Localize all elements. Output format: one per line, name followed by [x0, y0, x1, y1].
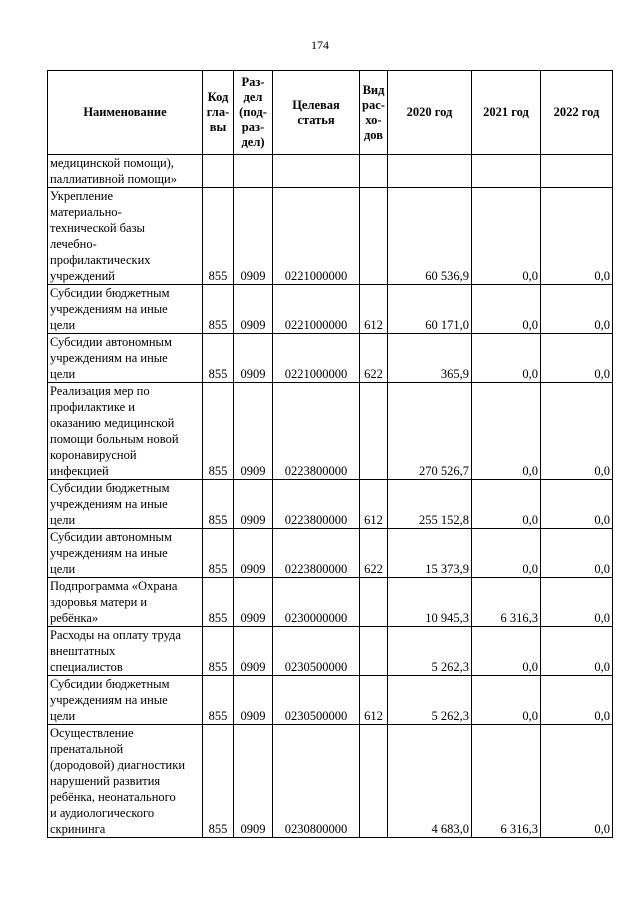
cell-section: 0909: [234, 676, 273, 725]
cell-name: Расходы на оплату труда внештатных специалистов: [48, 627, 203, 676]
table-row: [48, 627, 613, 676]
cell-year-2020: 60 171,0: [388, 285, 472, 334]
cell-name: Подпрограмма «Охрана здоровья матери и ребёнка»: [48, 578, 203, 627]
cell-chapter-code: 855: [203, 188, 234, 285]
cell-section: 0909: [234, 480, 273, 529]
cell-expense-type: 612: [360, 480, 388, 529]
cell-year-2022: 0,0: [541, 480, 613, 529]
table-row: [48, 334, 613, 383]
cell-year-2021: 0,0: [472, 383, 541, 480]
cell-year-2021: 6 316,3: [472, 578, 541, 627]
cell-name: Субсидии бюджетным учреждениям на иные цели: [48, 676, 203, 725]
cell-expense-type: 612: [360, 676, 388, 725]
cell-year-2020: 365,9: [388, 334, 472, 383]
cell-section: 0909: [234, 383, 273, 480]
table-row: [48, 155, 613, 188]
cell-expense-type: [360, 188, 388, 285]
cell-name: Укрепление материально- технической базы лечебно- профилактических учреждений: [48, 188, 203, 285]
cell-expense-type: [360, 627, 388, 676]
header-chapter-code: Код гла- вы: [203, 71, 234, 155]
cell-target-article: 0221000000: [273, 334, 360, 383]
header-section: Раз- дел (под- раз- дел): [234, 71, 273, 155]
cell-year-2022: 0,0: [541, 285, 613, 334]
cell-expense-type: [360, 578, 388, 627]
cell-year-2020: 15 373,9: [388, 529, 472, 578]
table-header-row: [48, 71, 613, 155]
cell-section: [234, 155, 273, 188]
cell-year-2021: 0,0: [472, 285, 541, 334]
table-row: [48, 188, 613, 285]
cell-chapter-code: 855: [203, 383, 234, 480]
cell-chapter-code: 855: [203, 529, 234, 578]
cell-chapter-code: [203, 155, 234, 188]
cell-year-2021: 0,0: [472, 627, 541, 676]
header-year-2022: 2022 год: [541, 71, 613, 155]
cell-expense-type: [360, 155, 388, 188]
cell-chapter-code: 855: [203, 578, 234, 627]
cell-target-article: 0221000000: [273, 188, 360, 285]
cell-year-2020: 5 262,3: [388, 627, 472, 676]
cell-year-2021: 0,0: [472, 529, 541, 578]
header-name: Наименование: [48, 71, 203, 155]
cell-chapter-code: 855: [203, 285, 234, 334]
cell-chapter-code: 855: [203, 480, 234, 529]
cell-year-2022: 0,0: [541, 334, 613, 383]
cell-year-2020: 4 683,0: [388, 725, 472, 838]
cell-expense-type: [360, 725, 388, 838]
cell-year-2022: [541, 155, 613, 188]
cell-chapter-code: 855: [203, 725, 234, 838]
cell-year-2022: 0,0: [541, 383, 613, 480]
cell-name: Субсидии бюджетным учреждениям на иные цели: [48, 480, 203, 529]
cell-section: 0909: [234, 725, 273, 838]
cell-chapter-code: 855: [203, 627, 234, 676]
budget-table: [47, 70, 613, 838]
cell-year-2020: 5 262,3: [388, 676, 472, 725]
table-row: [48, 529, 613, 578]
header-year-2021: 2021 год: [472, 71, 541, 155]
header-target-article: Целевая статья: [273, 71, 360, 155]
table-row: [48, 480, 613, 529]
cell-year-2022: 0,0: [541, 676, 613, 725]
header-expense-type: Вид рас- хо- дов: [360, 71, 388, 155]
table-row: [48, 383, 613, 480]
cell-chapter-code: 855: [203, 676, 234, 725]
cell-section: 0909: [234, 334, 273, 383]
cell-year-2021: 0,0: [472, 334, 541, 383]
cell-year-2022: 0,0: [541, 725, 613, 838]
cell-section: 0909: [234, 285, 273, 334]
cell-target-article: 0223800000: [273, 480, 360, 529]
cell-year-2020: 60 536,9: [388, 188, 472, 285]
cell-expense-type: [360, 383, 388, 480]
cell-year-2021: [472, 155, 541, 188]
page-number: 174: [311, 38, 329, 52]
table-row: [48, 676, 613, 725]
cell-year-2022: 0,0: [541, 529, 613, 578]
cell-name: Реализация мер по профилактике и оказанию медицинской помощи больным новой коронавирусной инфекцией: [48, 383, 203, 480]
cell-expense-type: 622: [360, 334, 388, 383]
cell-year-2021: 0,0: [472, 480, 541, 529]
cell-name: Субсидии бюджетным учреждениям на иные цели: [48, 285, 203, 334]
cell-target-article: 0221000000: [273, 285, 360, 334]
cell-year-2020: 255 152,8: [388, 480, 472, 529]
table-row: [48, 285, 613, 334]
cell-target-article: [273, 155, 360, 188]
cell-target-article: 0230500000: [273, 676, 360, 725]
cell-expense-type: 612: [360, 285, 388, 334]
cell-target-article: 0230500000: [273, 627, 360, 676]
cell-year-2022: 0,0: [541, 578, 613, 627]
cell-year-2020: 10 945,3: [388, 578, 472, 627]
cell-year-2020: 270 526,7: [388, 383, 472, 480]
cell-name: Осуществление пренатальной (дородовой) диагностики нарушений развития ребёнка, неонатального и аудиологического скрининга: [48, 725, 203, 838]
table-body: [48, 155, 613, 838]
cell-target-article: 0223800000: [273, 383, 360, 480]
cell-name: Субсидии автономным учреждениям на иные цели: [48, 334, 203, 383]
cell-target-article: 0223800000: [273, 529, 360, 578]
cell-section: 0909: [234, 578, 273, 627]
table-row: [48, 725, 613, 838]
cell-year-2022: 0,0: [541, 627, 613, 676]
cell-section: 0909: [234, 627, 273, 676]
cell-year-2021: 6 316,3: [472, 725, 541, 838]
cell-target-article: 0230000000: [273, 578, 360, 627]
cell-name: Субсидии автономным учреждениям на иные цели: [48, 529, 203, 578]
cell-target-article: 0230800000: [273, 725, 360, 838]
table-row: [48, 578, 613, 627]
cell-year-2020: [388, 155, 472, 188]
cell-name: медицинской помощи), паллиативной помощи»: [48, 155, 203, 188]
header-year-2020: 2020 год: [388, 71, 472, 155]
cell-section: 0909: [234, 529, 273, 578]
cell-expense-type: 622: [360, 529, 388, 578]
cell-year-2021: 0,0: [472, 188, 541, 285]
cell-section: 0909: [234, 188, 273, 285]
cell-chapter-code: 855: [203, 334, 234, 383]
cell-year-2022: 0,0: [541, 188, 613, 285]
cell-year-2021: 0,0: [472, 676, 541, 725]
